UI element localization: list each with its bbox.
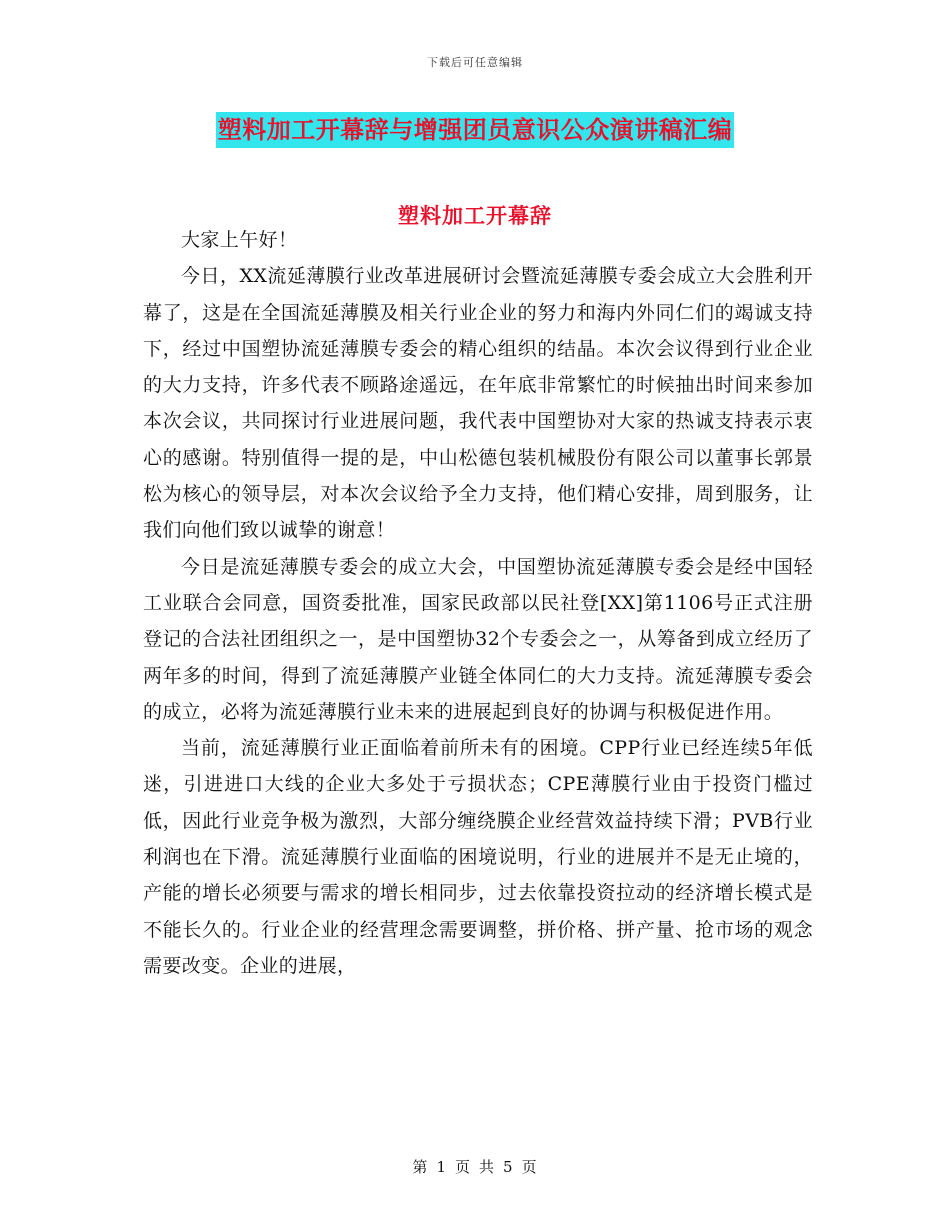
header-note: 下载后可任意编辑 [427,56,523,69]
page-footer [0,1156,950,1177]
greeting: 大家上午好！ [181,229,298,251]
section-title: 塑料加工开幕辞 [398,203,552,228]
paragraph-1: 今日，XX流延薄膜行业改革进展研讨会暨流延薄膜专委会成立大会胜利开幕了，这是在全国流延薄膜及相关行业企业的努力和海内外同仁们的竭诚支持下，经过中国塑协流延薄膜专委会的精心组织的结晶。本次会议得到行业企业的大力支持，许多代表不顾路途遥远，在年底非常繁忙的时候抽出时间来参加本次会议，共同探讨行业进展问题，我代表中国塑协对大家的热诚支持表示衷心的感谢。特别值得一提的是，中山松德包装机械股份有限公司以董事长郭景松为核心的领导层，对本次会议给予全力支持，他们精心安排，周到服务，让我们向他们致以诚挚的谢意！ [143,265,813,542]
paragraph-3: 当前，流延薄膜行业正面临着前所未有的困境。CPP行业已经连续5年低迷，引进进口大线的企业大多处于亏损状态；CPE薄膜行业由于投资门槛过低，因此行业竞争极为激烈，大部分缠绕膜企业经营效益持续下滑；PVB行业利润也在下滑。流延薄膜行业面临的困境说明，行业的进展并不是无止境的，产能的增长必须要与需求的增长相同步，过去依靠投资拉动的经济增长模式是不能长久的。行业企业的经营理念需要调整，拼价格、拼产量、抢市场的观念需要改变。企业的进展， [143,737,813,977]
footer-page-total: 5 [503,1158,514,1176]
main-title: 塑料加工开幕辞与增强团员意识公众演讲稿汇编 [216,112,735,148]
main-title-wrap [0,112,950,148]
footer-page-mid: 页 [454,1158,471,1176]
footer-page-prefix: 第 [412,1158,429,1176]
footer-total-prefix: 共 [479,1158,496,1176]
footer-total-suffix: 页 [521,1158,538,1176]
document-body [143,222,813,984]
paragraph-2: 今日是流延薄膜专委会的成立大会，中国塑协流延薄膜专委会是经中国轻工业联合会同意，国资委批准，国家民政部以民社登[XX]第1106号正式注册登记的合法社团组织之一，是中国塑协32个专委会之一，从筹备到成立经历了两年多的时间，得到了流延薄膜产业链全体同仁的大力支持。流延薄膜专委会的成立，必将为流延薄膜行业未来的进展起到良好的协调与积极促进作用。 [143,555,813,723]
footer-page-current: 1 [436,1158,447,1176]
